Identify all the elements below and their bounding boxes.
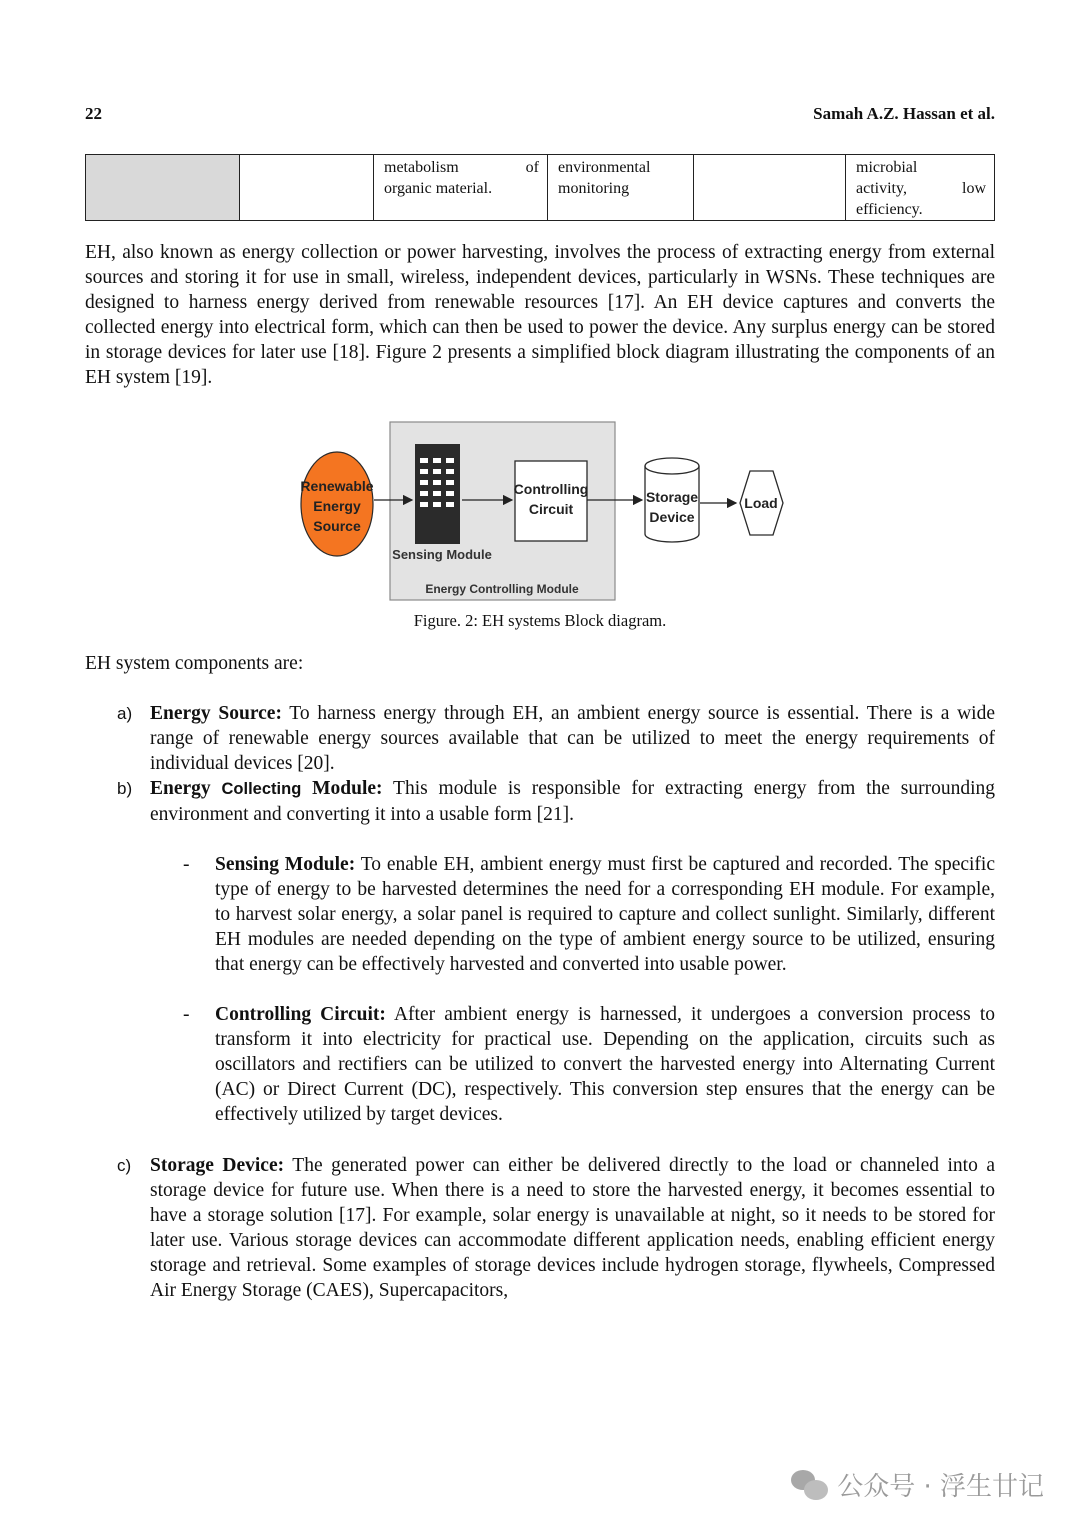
eh-block-diagram xyxy=(290,418,800,604)
sensing-module-label: Sensing Module xyxy=(392,547,492,562)
storage-label-line: Device xyxy=(649,509,695,525)
list-marker: b) xyxy=(117,779,133,798)
components-intro: EH system components are: xyxy=(85,653,304,674)
energy-controlling-module-label: Energy Controlling Module xyxy=(425,582,579,596)
intro-paragraph: EH, also known as energy collection or power harvesting, involves the process of extracting energy from external sources and storing it for use in small, wireless, independent devices, particularly in WSNs. These techniques are designed to harness energy derived from renewable resources [17]. An EH device captures and converts the collected energy into electrical form, which can then be used to power the device. Any surplus energy can be stored in storage devices for later use [18]. Figure 2 presents a simplified block diagram illustrating the components of an EH system [19]. xyxy=(85,242,995,388)
item-term: Module: xyxy=(301,778,383,799)
wechat-icon xyxy=(791,1468,829,1502)
cell-text: monitoring xyxy=(558,180,630,197)
item-term: Storage Device: xyxy=(150,1155,285,1176)
storage-label-line: Storage xyxy=(645,489,699,505)
running-header-authors: Samah A.Z. Hassan et al. xyxy=(813,104,995,123)
cell-text: low xyxy=(962,180,986,197)
figure-caption: Figure. 2: EH systems Block diagram. xyxy=(413,611,667,630)
item-term: Sensing Module: xyxy=(215,854,356,875)
item-text: The generated power can either be delivered directly to the load or channeled into a storage device for future use. When there is a need to store the harvested energy, it becomes essential to have a storage solution [17]. For example, solar energy is unavailable at night, so it needs to be stored for later use. Various storage devices can accommodate different application needs, enabling efficient energy storage and retrieval. Some examples of storage devices include hydrogen storage, flywheels, Compressed Air Energy Storage (CAES), Supercapacitors, xyxy=(150,1155,995,1301)
list-marker: a) xyxy=(117,704,133,723)
load-label: Load xyxy=(744,495,778,511)
list-item xyxy=(183,1002,996,1127)
watermark-text: 公众号 · 浮生廿记 xyxy=(837,1472,1044,1502)
table-continuation xyxy=(85,154,995,221)
list-marker: c) xyxy=(117,1156,132,1175)
table-cell xyxy=(240,155,374,221)
cell-text: microbial xyxy=(856,159,918,176)
item-term: Collecting xyxy=(221,780,302,798)
controlling-label-line: Circuit xyxy=(528,501,574,517)
source-label-line: Energy xyxy=(313,498,361,514)
sensing-module-icon xyxy=(415,444,460,544)
cell-text: organic material. xyxy=(384,180,493,197)
cell-text: environmental xyxy=(558,159,651,176)
list-item xyxy=(117,701,995,776)
item-term: Energy xyxy=(150,778,222,799)
list-item xyxy=(183,852,995,977)
cell-text: activity, xyxy=(856,180,907,197)
source-label-line: Renewable xyxy=(300,478,374,494)
controlling-label-line: Controlling xyxy=(513,481,589,497)
list-marker: - xyxy=(183,854,190,875)
table-cell xyxy=(694,155,846,221)
cell-text: of xyxy=(525,159,539,176)
item-text: After ambient energy is harnessed, it undergoes a conversion process to transform it into electricity for practical use. Depending on the application, circuits such as oscillators and rectifiers can be utilized to convert the harvested energy into Alternating Current (AC) or Direct Current (DC), respectively. This conversion step ensures that the energy can be effectively utilized by target devices. xyxy=(215,1004,996,1125)
source-label-line: Source xyxy=(313,518,361,534)
cell-text: efficiency. xyxy=(856,201,923,218)
item-term: Controlling Circuit: xyxy=(215,1004,386,1025)
table-row xyxy=(86,155,995,221)
list-item xyxy=(117,776,995,827)
watermark xyxy=(791,1466,1044,1503)
table-cell xyxy=(374,155,548,221)
cell-text: metabolism xyxy=(384,159,459,176)
page-number: 22 xyxy=(85,104,102,123)
list-marker: - xyxy=(183,1004,190,1025)
table-cell xyxy=(548,155,694,221)
item-term: Energy Source: xyxy=(150,703,282,724)
table-cell xyxy=(86,155,240,221)
item-text: To enable EH, ambient energy must first be captured and recorded. The specific type of energy to be harvested determines the need for a corresponding EH module. For example, to harvest solar energy, a solar panel is required to capture and collect sunlight. Similarly, different EH modules are needed depending on the type of ambient energy source to be utilized, ensuring that energy can be effectively harvested and converted into usable power. xyxy=(215,854,995,975)
item-text: To harness energy through EH, an ambient energy source is essential. There is a wide range of renewable energy sources available that can be utilized to meet the energy requirements of individual devices [20]. xyxy=(150,703,995,774)
item-text: This module is responsible for extracting energy from the surrounding environment and converting it into a usable form [21]. xyxy=(150,778,995,825)
list-item xyxy=(117,1153,995,1303)
table-cell xyxy=(846,155,995,221)
